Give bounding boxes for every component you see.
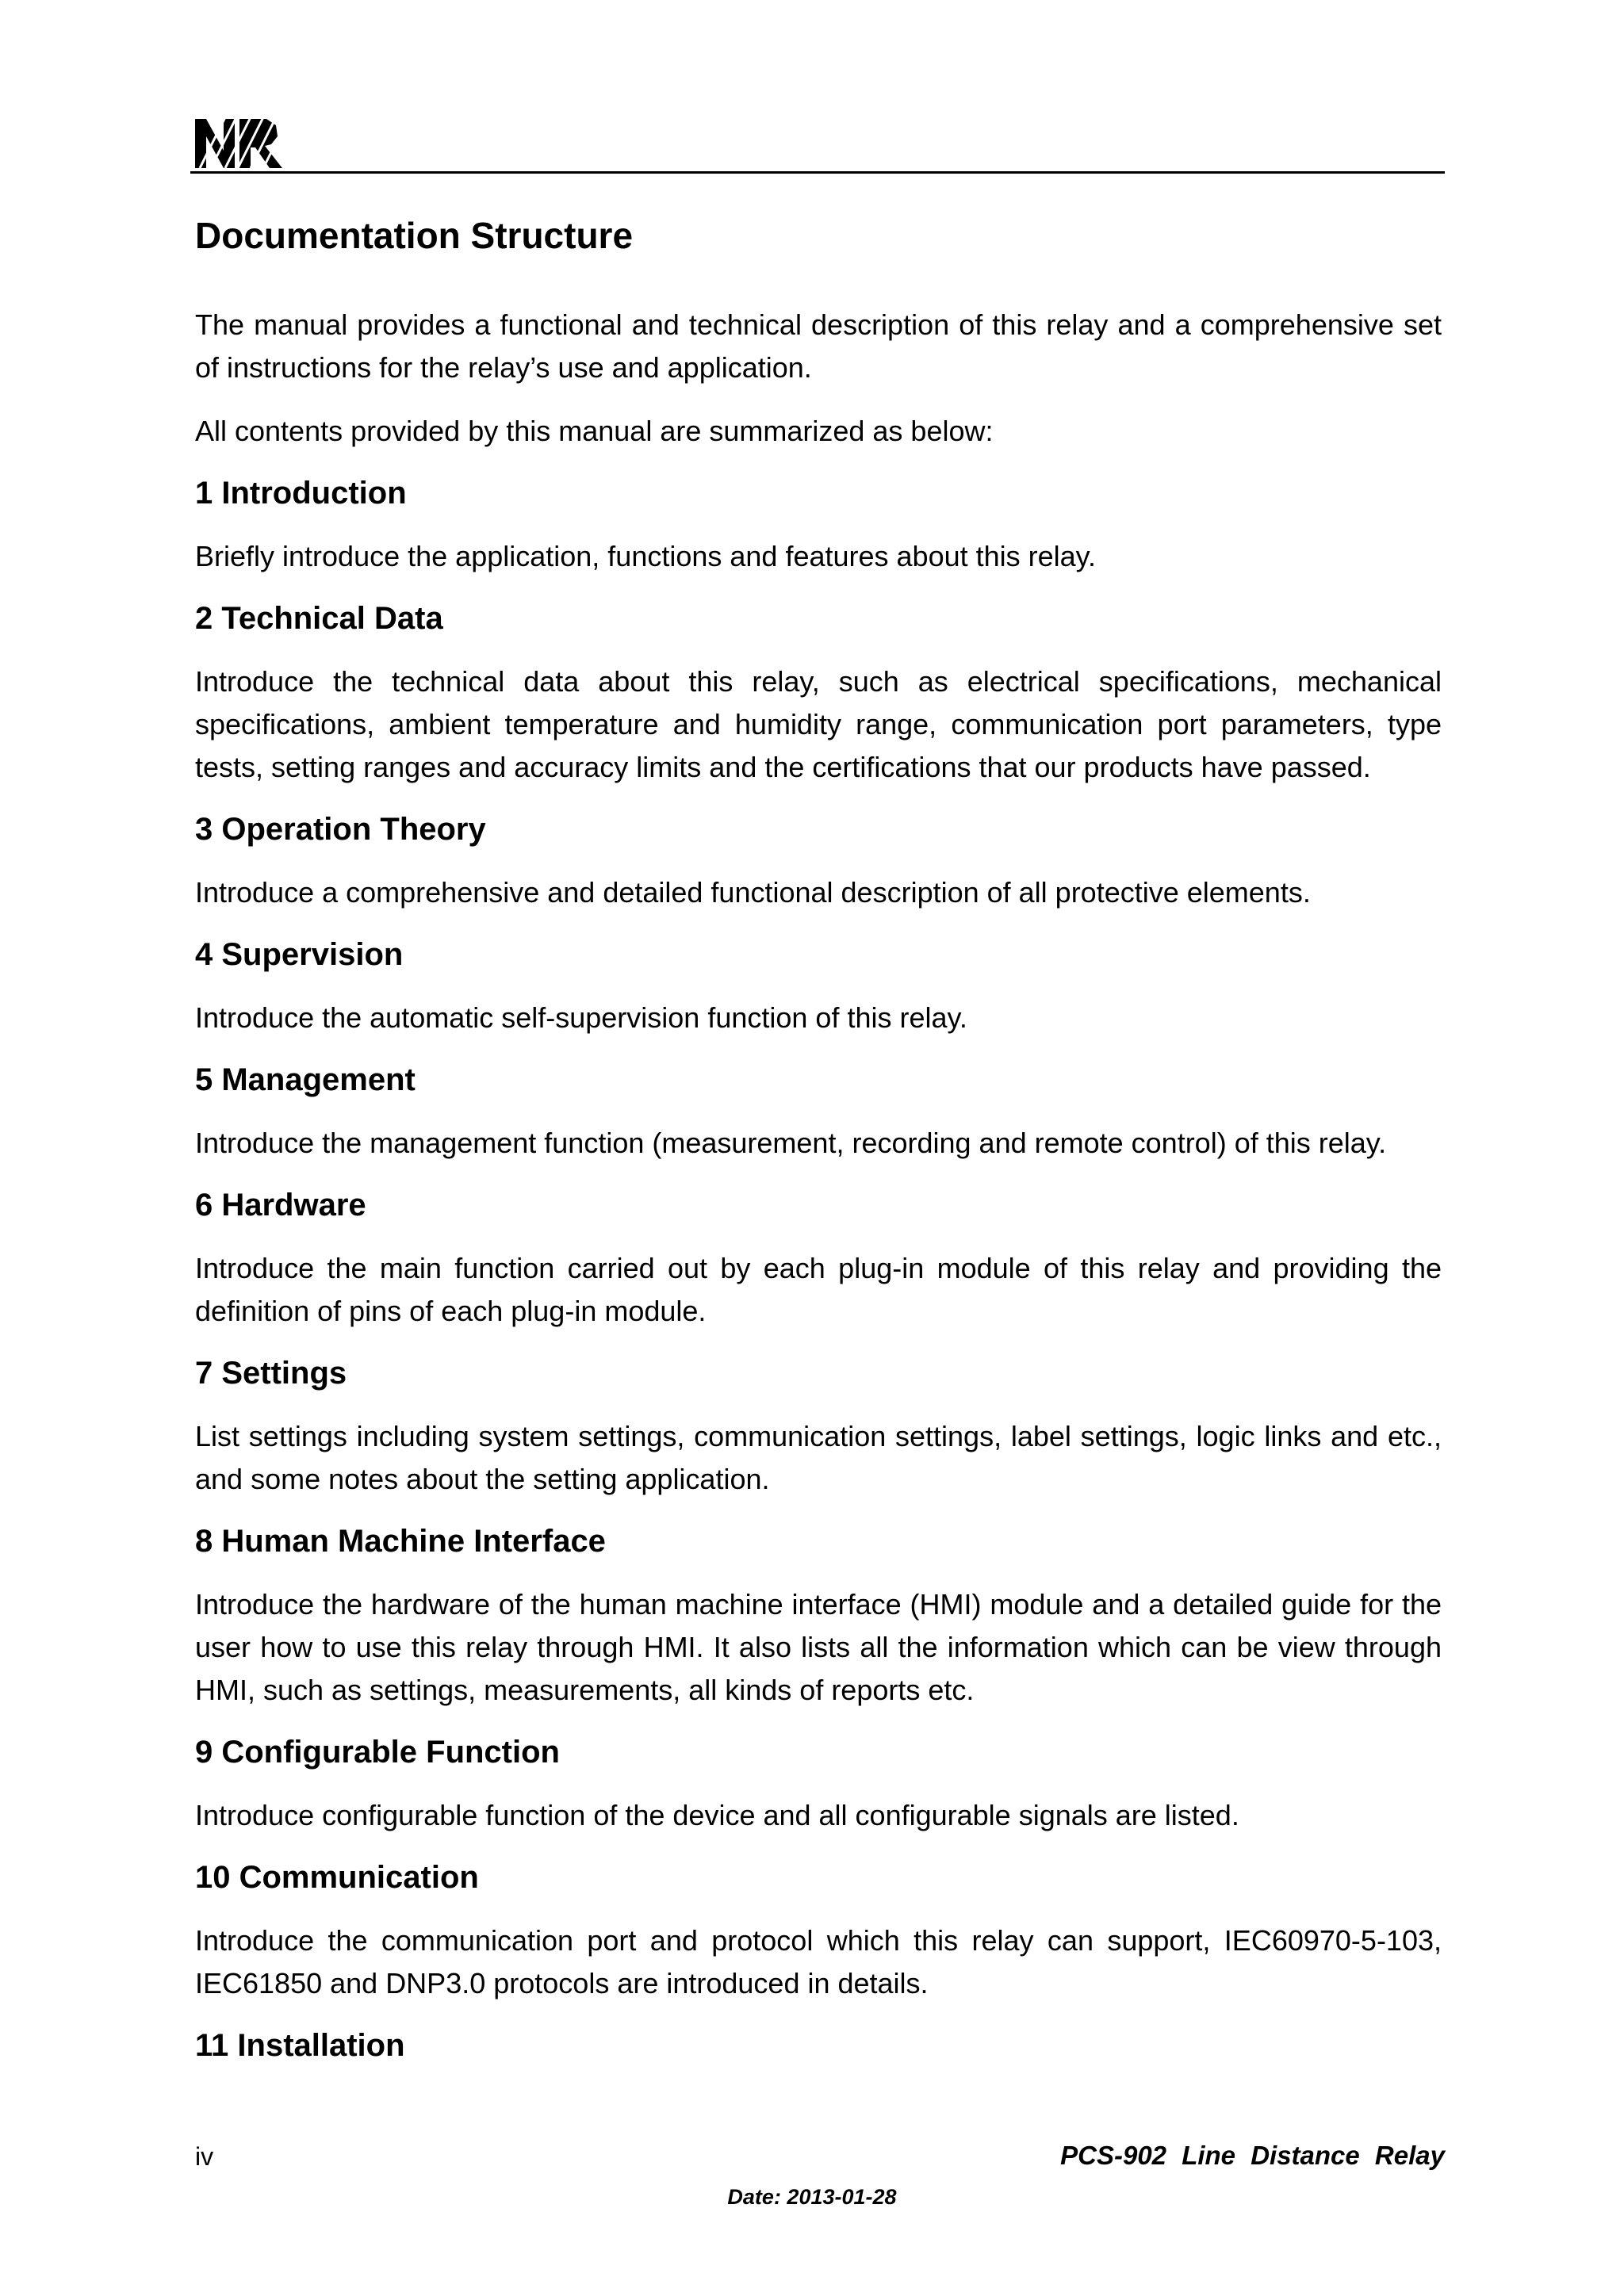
section-description: Introduce the management function (measurement, recording and remote control) of this relay. <box>195 1127 1387 1160</box>
section-technical-data <box>195 599 1442 789</box>
section-human-machine-interface <box>195 1521 1442 1712</box>
section-description: Introduce configurable function of the device and all configurable signals are listed. <box>195 1799 1239 1832</box>
section-description: Introduce a comprehensive and detailed functional description of all protective elements. <box>195 876 1311 909</box>
intro-paragraph: The manual provides a functional and technical description of this relay and a comprehensive set of instructions for the relay’s use and application. <box>195 308 1442 385</box>
section-heading: 8 Human Machine Interface <box>195 1524 606 1559</box>
section-hardware <box>195 1185 1442 1333</box>
section-heading: 2 Technical Data <box>195 601 443 637</box>
section-heading: 1 Introduction <box>195 476 407 511</box>
section-description: Briefly introduce the application, functions and features about this relay. <box>195 540 1097 573</box>
section-operation-theory <box>195 809 1442 914</box>
header-rule <box>190 171 1445 174</box>
document-date: Date: 2013-01-28 <box>727 2185 897 2209</box>
intro-paragraph: All contents provided by this manual are summarized as below: <box>195 415 994 448</box>
section-heading: 10 Communication <box>195 1860 479 1896</box>
section-supervision <box>195 935 1442 1039</box>
section-heading: 11 Installation <box>195 2028 405 2064</box>
section-description: Introduce the communication port and protocol which this relay can support, IEC60970-5-103, IEC61850 and DNP3.0 protocols are introduced in details. <box>195 1924 1442 2000</box>
page-title: Documentation Structure <box>195 215 634 256</box>
section-communication <box>195 1858 1442 2005</box>
section-description: Introduce the main function carried out by each plug-in module of this relay and providing the definition of pins of each plug-in module. <box>195 1252 1442 1328</box>
section-description: List settings including system settings, communication settings, label settings, logic links and etc., and some notes about the setting application. <box>195 1420 1442 1496</box>
product-name: PCS-902 Line Distance Relay <box>1060 2141 1445 2170</box>
section-heading: 9 Configurable Function <box>195 1735 560 1770</box>
section-heading: 3 Operation Theory <box>195 812 486 848</box>
section-description: Introduce the automatic self-supervision function of this relay. <box>195 1001 967 1035</box>
section-configurable-function <box>195 1732 1442 1837</box>
company-logo <box>193 116 289 170</box>
section-heading: 4 Supervision <box>195 937 404 973</box>
section-management <box>195 1060 1442 1165</box>
section-heading: 5 Management <box>195 1062 416 1098</box>
page-content <box>195 214 1442 2087</box>
section-introduction <box>195 473 1442 578</box>
section-installation <box>195 2026 1442 2065</box>
section-heading: 6 Hardware <box>195 1188 366 1223</box>
section-description: Introduce the technical data about this relay, such as electrical specifications, mechanical specifications, ambient temperature and humidity range, communication port parameters, type tests, setting ranges and accuracy limits and the certifications that our products have passed. <box>195 665 1442 784</box>
section-description: Introduce the hardware of the human machine interface (HMI) module and a detailed guide for the user how to use this relay through HMI. It also lists all the information which can be view through HMI, such as settings, measurements, all kinds of reports etc. <box>195 1588 1442 1707</box>
page-number: iv <box>195 2142 214 2171</box>
section-heading: 7 Settings <box>195 1356 347 1391</box>
section-settings <box>195 1353 1442 1501</box>
